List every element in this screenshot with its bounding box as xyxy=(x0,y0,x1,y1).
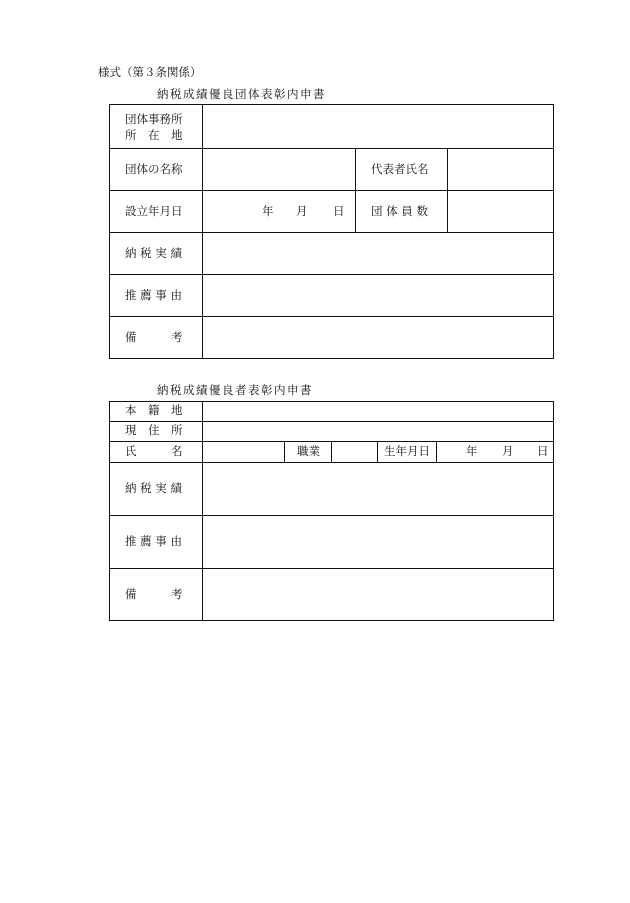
office-address-label-line2: 所 在 地 xyxy=(125,128,183,142)
form2-remarks-field[interactable] xyxy=(203,569,553,620)
member-count-field[interactable] xyxy=(448,191,553,232)
form1-tax-record-field[interactable] xyxy=(203,233,553,274)
form2-reason-field[interactable] xyxy=(203,516,553,568)
domicile-label: 本 籍 地 xyxy=(125,403,183,417)
form2-reason-label: 推 薦 事 由 xyxy=(125,534,182,548)
form1-remarks-label: 備 考 xyxy=(125,330,183,344)
birth-month-unit: 月 xyxy=(502,444,514,458)
established-month-unit: 月 xyxy=(296,204,308,218)
member-count-label: 団 体 員 数 xyxy=(371,204,428,218)
current-address-label: 現 住 所 xyxy=(125,423,183,437)
form1-remarks-field[interactable] xyxy=(203,317,553,358)
org-name-field[interactable] xyxy=(203,149,355,190)
established-day-unit: 日 xyxy=(333,204,345,218)
domicile-field[interactable] xyxy=(203,402,553,421)
birthdate-field[interactable] xyxy=(437,442,553,462)
birthdate-label: 生年月日 xyxy=(384,444,430,458)
office-address-label-line1: 団体事務所 xyxy=(125,112,183,126)
person-name-field[interactable] xyxy=(203,442,284,462)
form1-reason-label: 推 薦 事 由 xyxy=(125,288,182,302)
birth-day-unit: 日 xyxy=(537,444,549,458)
person-name-label: 氏 名 xyxy=(125,444,183,458)
occupation-field[interactable] xyxy=(332,442,377,462)
form2-title: 納税成績優良者表彰内申書 xyxy=(157,383,313,397)
org-name-label: 団体の名称 xyxy=(125,162,183,176)
established-year-unit: 年 xyxy=(262,204,274,218)
occupation-label: 職業 xyxy=(297,444,320,458)
form1-reason-field[interactable] xyxy=(203,275,553,316)
office-address-field[interactable] xyxy=(203,105,553,148)
form-style-label: 様式（第３条関係） xyxy=(98,65,202,79)
representative-field[interactable] xyxy=(448,149,553,190)
form1-title: 納税成績優良団体表彰内申書 xyxy=(157,87,326,101)
representative-label: 代表者氏名 xyxy=(371,162,429,176)
form2-tax-record-field[interactable] xyxy=(203,463,553,515)
current-address-field[interactable] xyxy=(203,422,553,441)
form2-tax-record-label: 納 税 実 績 xyxy=(125,481,182,495)
birth-year-unit: 年 xyxy=(466,444,478,458)
form1-tax-record-label: 納 税 実 績 xyxy=(125,246,182,260)
form2-remarks-label: 備 考 xyxy=(125,587,183,601)
established-label: 設立年月日 xyxy=(125,204,183,218)
